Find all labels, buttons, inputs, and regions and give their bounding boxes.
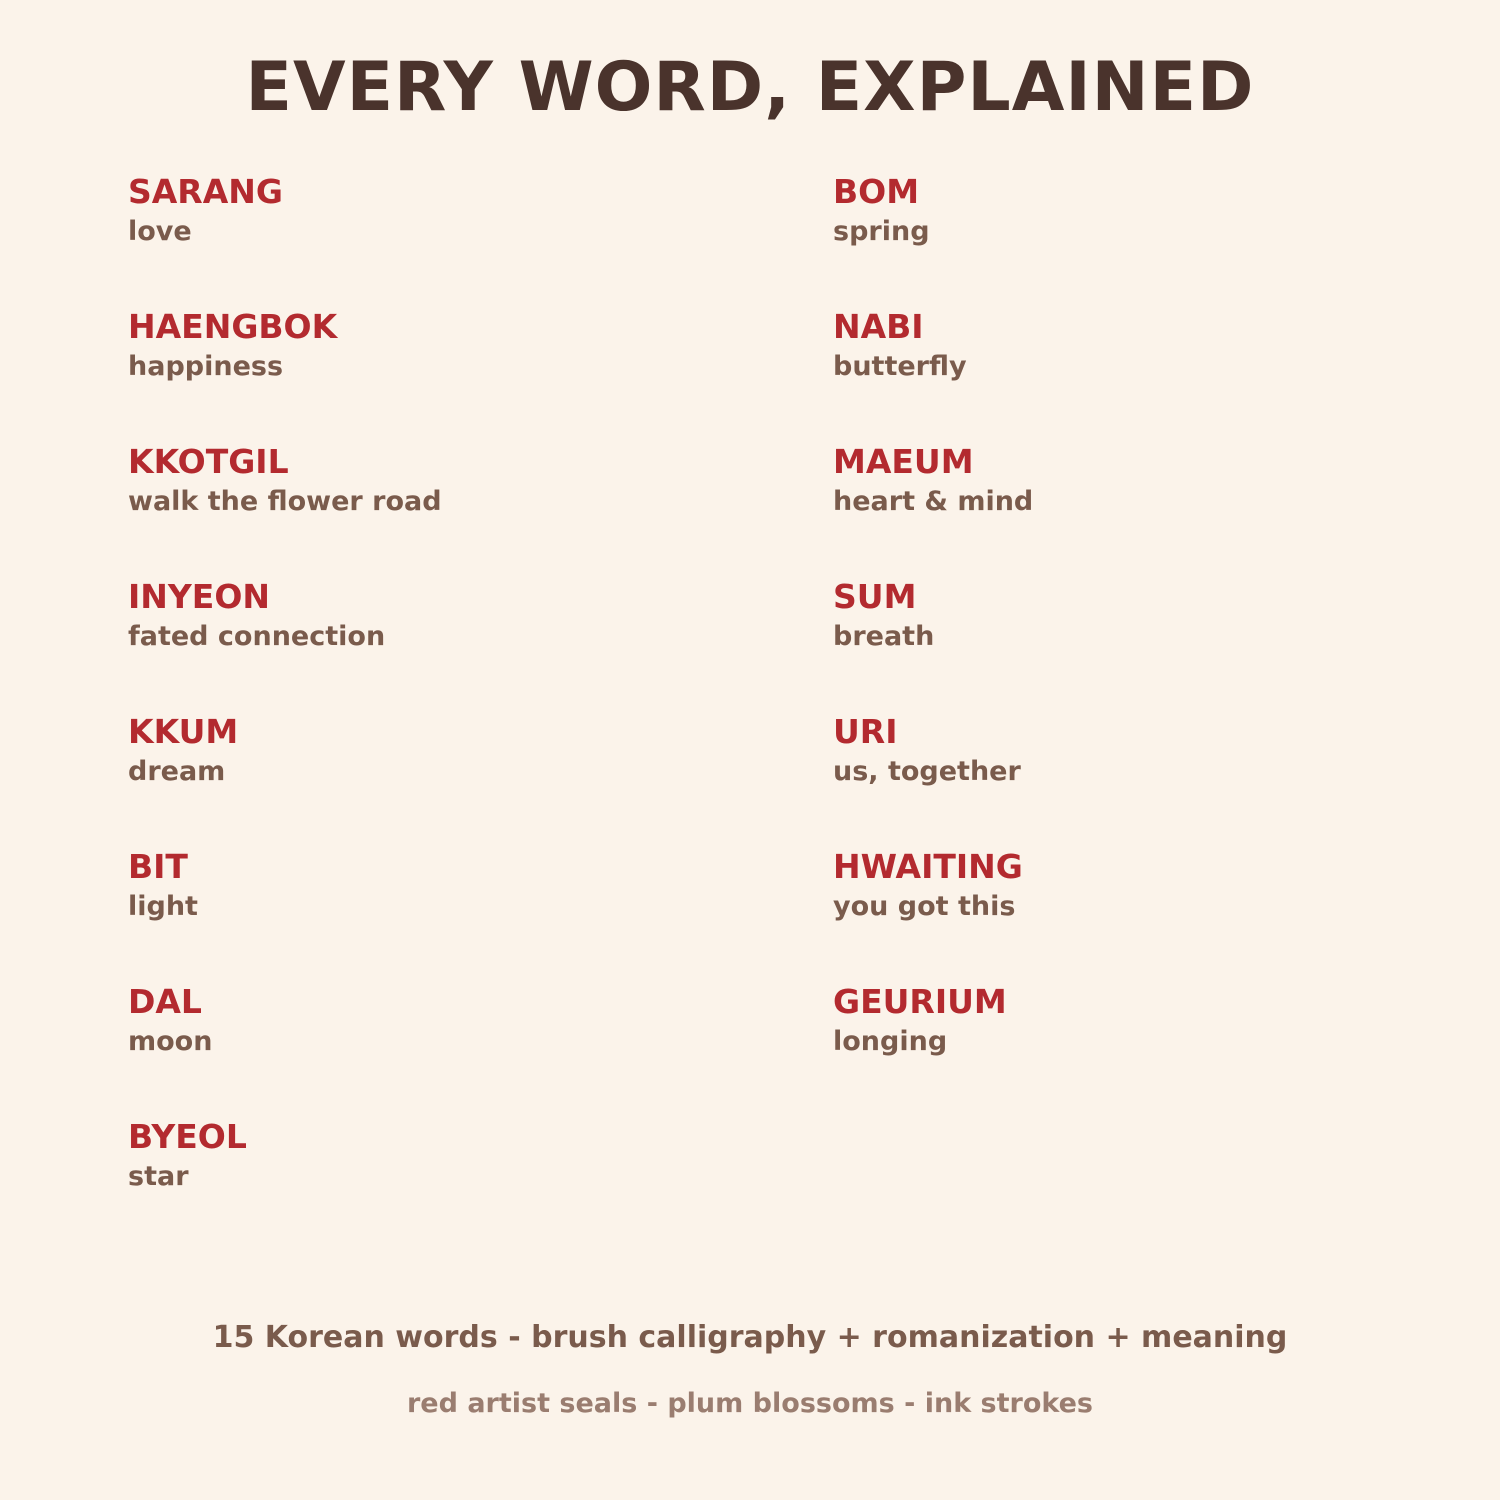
word-meaning: spring <box>833 216 930 247</box>
footer-subtitle: red artist seals - plum blossoms - ink strokes <box>406 1388 1094 1419</box>
word-entry <box>128 307 748 442</box>
word-entry <box>833 577 1453 712</box>
word-entry <box>128 1117 748 1252</box>
word-entry <box>833 307 1453 442</box>
word-meaning: butterfly <box>833 351 967 382</box>
word-entry <box>128 982 748 1117</box>
word-meaning: heart & mind <box>833 486 1034 517</box>
romanized-word: BYEOL <box>128 1117 247 1156</box>
word-meaning: breath <box>833 621 935 652</box>
word-meaning: love <box>128 216 192 247</box>
romanized-word: DAL <box>128 982 202 1021</box>
word-entry <box>128 172 748 307</box>
page-title: EVERY WORD, EXPLAINED <box>245 48 1255 127</box>
word-meaning: happiness <box>128 351 284 382</box>
word-entry <box>128 847 748 982</box>
word-entry <box>833 172 1453 307</box>
word-meaning: dream <box>128 756 226 787</box>
romanized-word: URI <box>833 712 898 751</box>
word-entry <box>833 847 1453 982</box>
word-meaning: you got this <box>833 891 1016 922</box>
word-meaning: light <box>128 891 198 922</box>
word-entry <box>833 982 1453 1117</box>
word-entry <box>128 577 748 712</box>
romanized-word: NABI <box>833 307 924 346</box>
right-word-column <box>833 172 1453 1117</box>
footer-description: 15 Korean words - brush calligraphy + romanization + meaning <box>212 1320 1288 1355</box>
romanized-word: SARANG <box>128 172 283 211</box>
romanized-word: GEURIUM <box>833 982 1007 1021</box>
romanized-word: MAEUM <box>833 442 974 481</box>
romanized-word: INYEON <box>128 577 271 616</box>
romanized-word: KKUM <box>128 712 239 751</box>
word-entry <box>128 442 748 577</box>
word-entry <box>833 442 1453 577</box>
romanized-word: BOM <box>833 172 920 211</box>
word-meaning: moon <box>128 1026 213 1057</box>
word-entry <box>128 712 748 847</box>
word-meaning: walk the flower road <box>128 486 442 517</box>
word-meaning: star <box>128 1161 189 1192</box>
romanized-word: SUM <box>833 577 917 616</box>
romanized-word: HAENGBOK <box>128 307 338 346</box>
word-entry <box>833 712 1453 847</box>
word-meaning: longing <box>833 1026 948 1057</box>
romanized-word: BIT <box>128 847 188 886</box>
romanized-word: KKOTGIL <box>128 442 289 481</box>
word-meaning: us, together <box>833 756 1021 787</box>
romanized-word: HWAITING <box>833 847 1023 886</box>
word-meaning: fated connection <box>128 621 386 652</box>
left-word-column <box>128 172 748 1252</box>
